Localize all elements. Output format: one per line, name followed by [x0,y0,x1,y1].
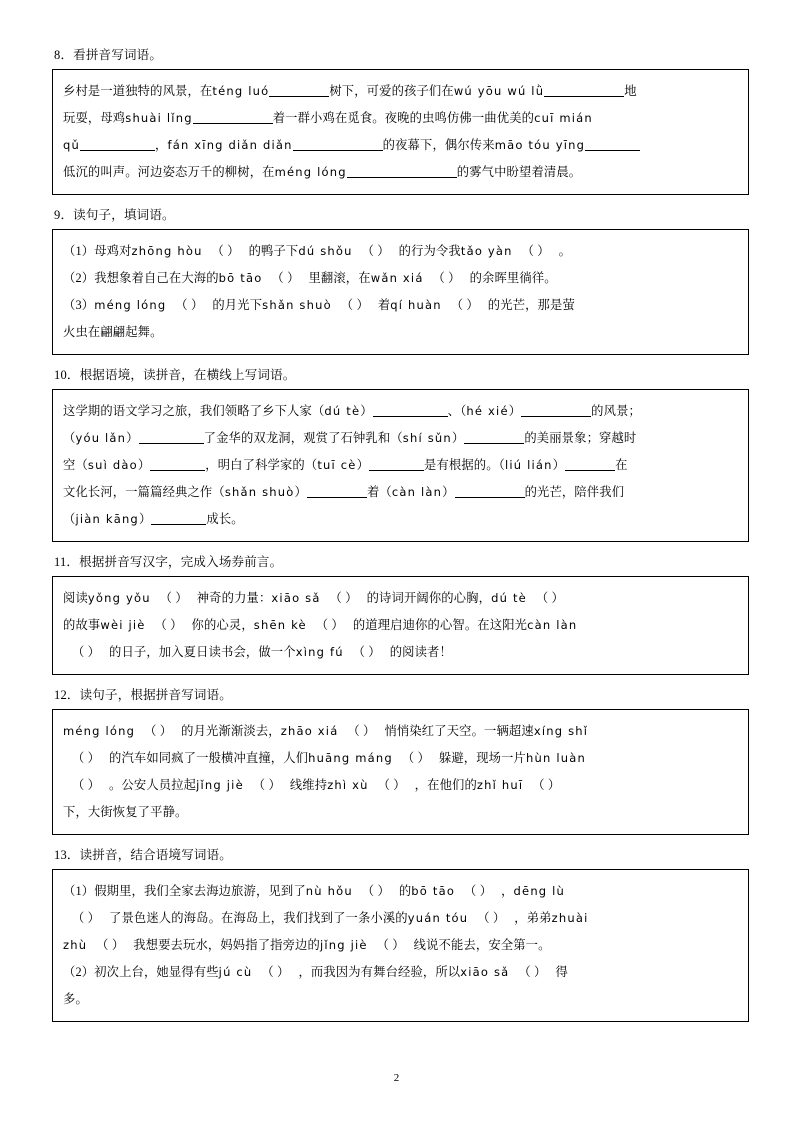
text-line [63,159,738,186]
answer-parens[interactable]: （ ） [432,271,461,285]
answer-parens[interactable]: （ ） [376,938,405,952]
text-line [63,398,738,425]
pinyin-text: jú cù [218,965,253,979]
prompt-text: ， [501,884,514,898]
answer-parens[interactable]: （ ） [252,778,281,792]
answer-parens[interactable]: （ ） [450,298,479,312]
question-body [52,389,749,542]
text-line [63,479,738,506]
answer-blank[interactable] [455,484,525,498]
answer-blank[interactable] [369,457,424,471]
prompt-text: 的月光渐渐淡去， [181,724,281,738]
answer-parens[interactable]: （ ） [352,645,381,659]
answer-blank[interactable] [521,403,591,417]
answer-blank[interactable] [80,137,155,151]
answer-parens[interactable]: （ ） [477,911,506,925]
pinyin-text: hùn luàn [526,751,586,765]
prompt-text: 着 [377,298,391,312]
answer-parens[interactable]: （ ） [71,778,101,792]
answer-blank[interactable] [544,83,624,97]
prompt-text: ，明白了科学家的（ [205,458,318,472]
prompt-text: （2）我想象着自己在大海的 [63,271,219,285]
pinyin-text: yuán tóu [407,911,469,925]
question-title: 9．读句子，填词语。 [54,208,175,222]
prompt-text: ，而我因为有舞台经验，所以 [298,965,461,979]
text-line [63,745,738,772]
prompt-text: 多。 [63,992,88,1006]
text-line [63,452,738,479]
prompt-text: 在 [615,458,628,472]
question-body [52,869,749,1022]
pinyin-text: fán xīng diǎn diǎn [167,138,293,152]
question-body [52,229,749,355]
answer-parens[interactable]: （ ） [521,244,550,258]
pinyin-text: liú lián [505,458,553,472]
prompt-text: 的行为令我 [398,244,461,258]
prompt-text: ） [442,485,455,499]
prompt-text: ） [126,431,139,445]
answer-parens[interactable]: （ ） [377,778,406,792]
pinyin-text: dú shǒu [298,244,353,258]
prompt-text: 悄悄染红了天空。一辆超速 [384,724,534,738]
prompt-text: 神奇的力量： [196,591,272,605]
text-line [63,425,738,452]
prompt-text: 。公安人员拉起 [109,778,197,792]
prompt-text: 了金华的双龙洞，观赏了石钟乳和（ [203,431,403,445]
prompt-text: ） [137,458,151,472]
text-line [63,265,738,292]
pinyin-text: wèi jiè [100,618,146,632]
prompt-text: 你的心灵， [191,618,254,632]
pinyin-text: wú yōu wú lǜ [453,84,545,98]
prompt-text: ，弟弟 [514,911,552,925]
pinyin-text: xiāo sǎ [460,965,510,979]
prompt-text: 了景色迷人的海岛。在海岛上，我们找到了一条小溪的 [109,911,408,925]
text-line [63,986,738,1013]
pinyin-text: zhù [63,938,88,952]
answer-blank[interactable] [150,457,205,471]
text-line [63,238,738,265]
prompt-text: 的风景； [591,404,641,418]
answer-parens[interactable]: （ ） [361,244,390,258]
answer-parens[interactable]: （ ） [535,591,564,605]
answer-blank[interactable] [139,430,204,444]
pinyin-text: yǒng yǒu [87,591,151,605]
pinyin-text: shí sǔn [402,431,452,445]
answer-blank[interactable] [307,484,367,498]
pinyin-text: zhāo xiá [280,724,339,738]
prompt-text: 、（ [447,404,467,418]
text-line [63,506,738,533]
prompt-text: 的道理启迪你的心智。在这阳光 [352,618,528,632]
text-line [63,905,738,932]
prompt-text: （1）假期里，我们全家去海边旅游，见到了 [63,884,306,898]
pinyin-text: shǎn shuò [262,298,332,312]
answer-parens[interactable]: （ ） [159,591,188,605]
text-line [63,612,738,639]
pinyin-text: dēng lù [513,884,566,898]
question-title: 8．看拼音写词语。 [54,48,163,62]
prompt-text: 火虫在翩翩起舞。 [63,325,163,339]
pinyin-text: zhì xù [327,778,369,792]
prompt-text: （1）母鸡对 [63,244,132,258]
prompt-text: 着（ [366,485,392,499]
text-line [63,292,738,319]
prompt-text: 。 [558,244,572,258]
prompt-text: ， [155,138,168,152]
question-title: 12．读句子，根据拼音写词语。 [54,688,233,702]
prompt-text: 线说不能去，安全第一。 [413,938,551,952]
question-title: 11．根据拼音写汉字，完成入场券前言。 [54,555,283,569]
answer-parens[interactable]: （ ） [532,778,561,792]
answer-parens[interactable]: （ ） [211,244,240,258]
prompt-text: 的故事 [63,618,101,632]
question-list [52,46,749,1022]
pinyin-text: suì dào [87,458,138,472]
answer-parens[interactable]: （ ） [96,938,125,952]
pinyin-text: dú tè [324,404,361,418]
pinyin-text: qǔ [63,138,80,152]
prompt-text: 的余晖里徜徉。 [469,271,557,285]
prompt-text: 的美丽景象；穿越时 [524,431,637,445]
pinyin-text: zhōng hòu [131,244,203,258]
prompt-text: ） [552,458,566,472]
text-line [63,639,738,666]
question-body [52,709,749,835]
prompt-text: 的鸭子下 [248,244,299,258]
prompt-text: 里翻滚，在 [308,271,371,285]
text-line [63,878,738,905]
pinyin-text: shuài lǐng [125,111,193,125]
question-body [52,69,749,195]
prompt-text: 线维持 [289,778,328,792]
answer-blank[interactable] [269,83,329,97]
pinyin-text: téng luó [212,84,270,98]
prompt-text: 我想要去玩水，妈妈指了指旁边的 [133,938,320,952]
prompt-text: 的雾气中盼望着清晨。 [456,165,582,179]
answer-blank[interactable] [193,110,273,124]
prompt-text: 的光芒，陪伴我们 [524,485,625,499]
text-line [63,799,738,826]
answer-blank[interactable] [373,403,448,417]
prompt-text: 文化长河，一篇篇经典之作（ [63,485,225,499]
prompt-text: 树下，可爱的孩子们在 [329,84,454,98]
prompt-text: （3） [63,298,95,312]
prompt-text: 这学期的语文学习之旅，我们领略了乡下人家（ [63,404,325,418]
answer-blank[interactable] [565,457,615,471]
answer-blank[interactable] [151,511,206,525]
pinyin-text: méng lóng [63,724,136,738]
answer-parens[interactable]: （ ） [175,298,204,312]
question-body [52,576,749,675]
pinyin-text: méng lóng [94,298,167,312]
pinyin-text: bō tāo [218,271,263,285]
answer-parens[interactable]: （ ） [347,724,376,738]
pinyin-text: tǎo yàn [460,244,513,258]
text-line [63,78,738,105]
prompt-text: ） [508,404,522,418]
pinyin-text: méng lóng [274,165,347,179]
answer-blank[interactable] [464,430,524,444]
pinyin-text: tuī cè [317,458,357,472]
prompt-text: 乡村是一道独特的风景，在 [63,84,213,98]
answer-parens[interactable]: （ ） [71,911,101,925]
text-line [63,718,738,745]
answer-parens[interactable]: （ ） [144,724,173,738]
prompt-text: 的诗词开阔你的心胸， [366,591,492,605]
answer-parens[interactable]: （ ） [261,965,290,979]
question-title: 13．读拼音，结合语境写词语。 [54,848,233,862]
prompt-text: ） [294,485,307,499]
pinyin-text: càn làn [527,618,578,632]
prompt-text: 地 [624,84,637,98]
page-number: 2 [393,1072,400,1084]
pinyin-text: wǎn xiá [370,271,424,285]
answer-parens[interactable]: （ ） [340,298,369,312]
prompt-text: （2）初次上台，她显得有些 [63,965,219,979]
prompt-text: ，在他们的 [414,778,477,792]
answer-parens[interactable]: （ ） [401,751,430,765]
prompt-text: 躲避，现场一片 [438,751,527,765]
prompt-text: 着一群小鸡在觅食。夜晚的虫鸣仿佛一曲优美的 [272,111,535,125]
prompt-text: 低沉的叫声。河边姿态万千的柳树，在 [63,165,275,179]
answer-parens[interactable]: （ ） [71,645,101,659]
pinyin-text: yóu lǎn [75,431,127,445]
answer-parens[interactable]: （ ） [271,271,300,285]
prompt-text: 的 [398,884,412,898]
text-line [63,932,738,959]
answer-parens[interactable]: （ ） [329,591,358,605]
answer-parens[interactable]: （ ） [464,884,493,898]
question-title: 10．根据语境，读拼音，在横线上写词语。 [54,368,296,382]
pinyin-text: càn làn [391,485,443,499]
pinyin-text: shēn kè [253,618,307,632]
prompt-text: 下，大街恢复了平静。 [63,805,188,819]
prompt-text: ） [451,431,465,445]
answer-blank[interactable] [585,137,640,151]
pinyin-text: qí huàn [390,298,442,312]
pinyin-text: bō tāo [411,884,456,898]
text-line [63,585,738,612]
prompt-text: 的汽车如同疯了一般横冲直撞，人们 [109,751,309,765]
answer-parens[interactable]: （ ） [518,965,547,979]
prompt-text: 的光芒，那是萤 [487,298,575,312]
answer-blank[interactable] [293,137,383,151]
pinyin-text: jǐng jiè [319,938,368,952]
prompt-text: 成长。 [206,512,244,526]
prompt-text: 的日子，加入夏日读书会，做一个 [109,645,296,659]
prompt-text: 玩耍，母鸡 [63,111,126,125]
pinyin-text: jǐng jiè [196,778,244,792]
pinyin-text: nù hǒu [305,884,353,898]
prompt-text: 空（ [63,458,88,472]
pinyin-text: dú tè [491,591,527,605]
prompt-text: ） [356,458,370,472]
text-line [63,105,738,132]
prompt-text: 的月光下 [212,298,263,312]
prompt-text: 是有根据的。（ [424,458,505,472]
prompt-text: 得 [555,965,568,979]
text-line [63,772,738,799]
text-line [63,959,738,986]
pinyin-text: xìng fú [295,645,344,659]
prompt-text: ） [138,512,152,526]
pinyin-text: zhǐ huī [476,778,524,792]
pinyin-text: shǎn shuò [224,485,295,499]
prompt-text: 的夜幕下，偶尔传来 [382,138,495,152]
prompt-text: （ [63,512,76,526]
pinyin-text: zhuài [551,911,589,925]
pinyin-text: māo tóu yīng [494,138,586,152]
prompt-text: （ [63,431,76,445]
pinyin-text: xiāo sǎ [271,591,321,605]
answer-parens[interactable]: （ ） [154,618,183,632]
prompt-text: ） [360,404,373,418]
text-line [63,319,738,346]
text-line [63,132,738,159]
answer-parens[interactable]: （ ） [71,751,101,765]
answer-blank[interactable] [347,164,457,178]
answer-parens[interactable]: （ ） [315,618,344,632]
answer-parens[interactable]: （ ） [361,884,390,898]
pinyin-text: jiàn kāng [75,512,139,526]
prompt-text: 阅读 [63,591,88,605]
pinyin-text: cuī mián [534,111,593,125]
pinyin-text: hé xié [466,404,509,418]
pinyin-text: xíng shǐ [533,724,589,738]
pinyin-text: huāng máng [308,751,393,765]
prompt-text: 的阅读者！ [389,645,452,659]
